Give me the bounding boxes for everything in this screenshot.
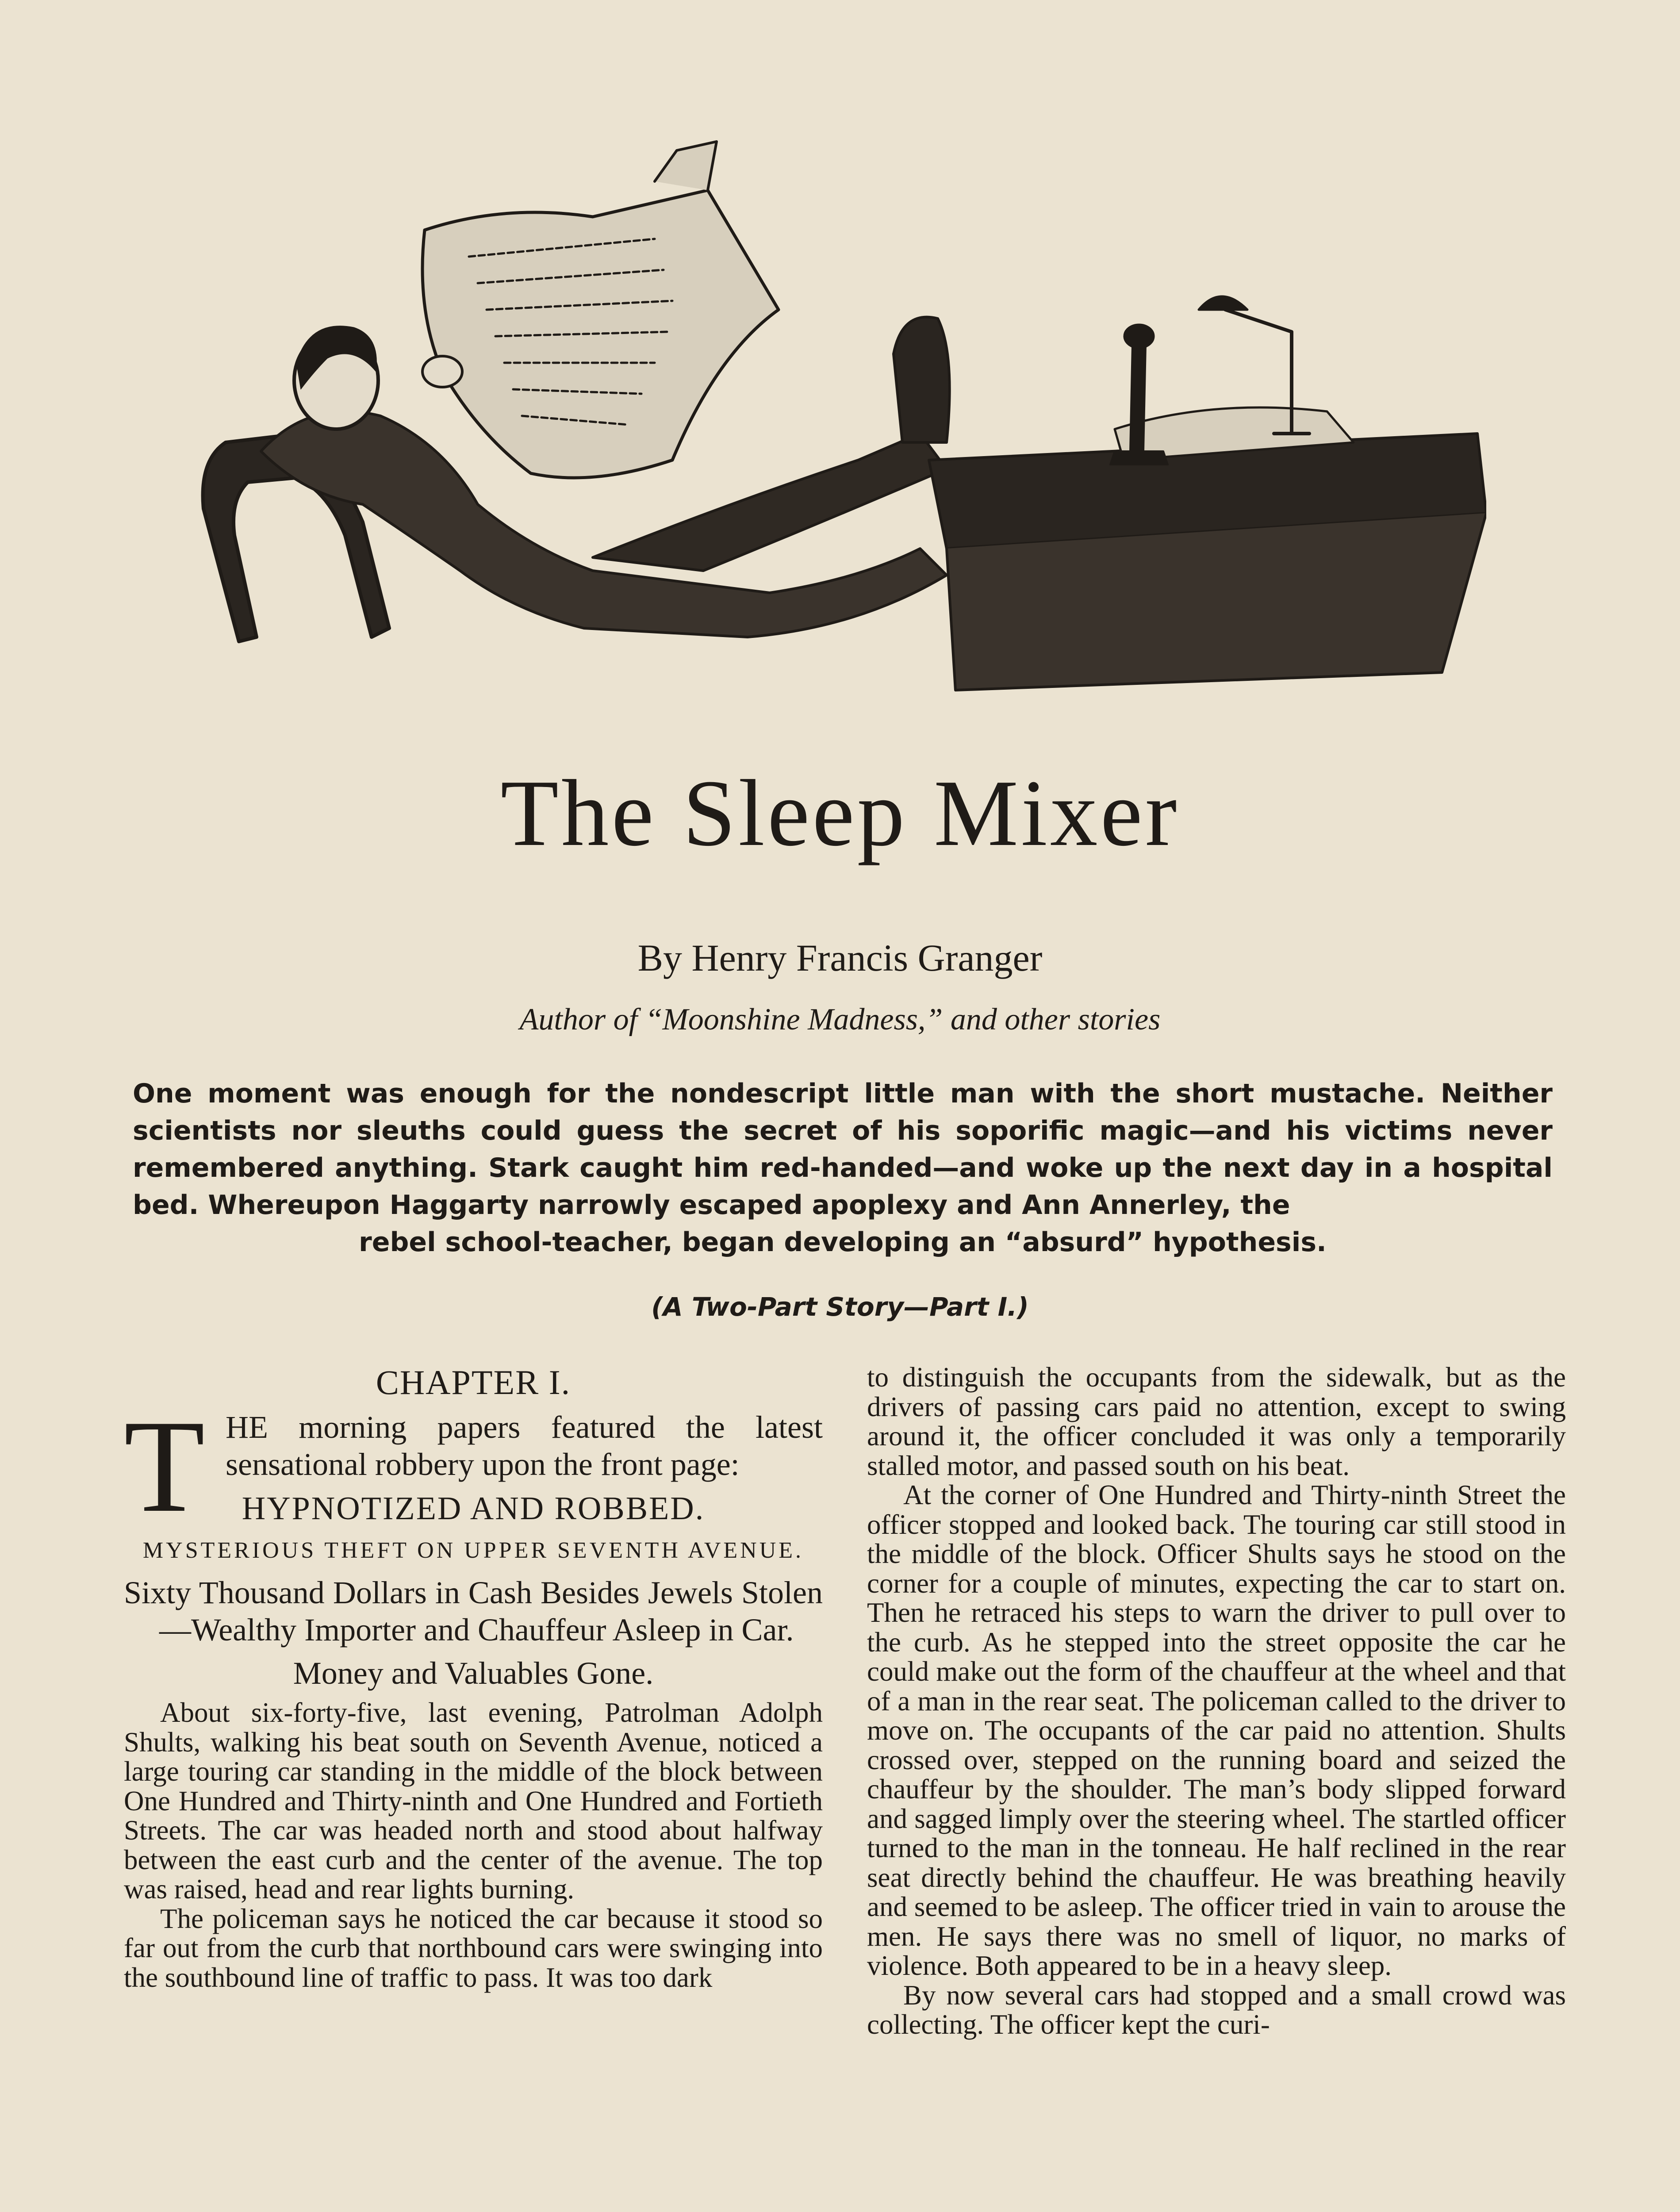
shoes <box>894 317 950 442</box>
story-blurb <box>133 1075 1553 1261</box>
story-title: The Sleep Mixer <box>500 760 1180 866</box>
newspaper-deck: Sixty Thousand Dollars in Cash Besides Jewels Stolen—Wealthy Importer and Chauffeur Asleep in Car. <box>124 1575 823 1647</box>
header-illustration <box>195 124 1486 712</box>
newspaper-subhead: MYSTERIOUS THEFT ON UPPER SEVENTH AVENUE. <box>142 1538 804 1563</box>
left-column <box>124 1363 823 1992</box>
blurb-last-line: rebel school-teacher, began developing an “absurd” hypothesis. <box>359 1227 1327 1258</box>
body-paragraph: The policeman says he noticed the car because it stood so far out from the curb that northbound cars were swinging into the southbound line of traffic to pass. It was too dark <box>124 1903 823 1993</box>
serial-note: (A Two-Part Story—Part I.) <box>651 1292 1029 1322</box>
newspaper-headline: HYPNOTIZED AND ROBBED. <box>242 1490 705 1527</box>
body-paragraph: By now several cars had stopped and a small crowd was collecting. The officer kept the curi- <box>867 1979 1566 2040</box>
author-credits: Author of “Moonshine Madness,” and other stories <box>519 1002 1161 1037</box>
body-paragraph: to distinguish the occupants from the sidewalk, but as the drivers of passing cars paid no attention, except to swing around it, the officer concluded it was only a temporarily stalled motor, and passed south on his beat. <box>867 1362 1566 1481</box>
right-column <box>867 1363 1566 2039</box>
chapter-heading: CHAPTER I. <box>376 1363 571 1402</box>
opening-text: HE morning papers featured the latest sensational robbery upon the front page: <box>226 1409 823 1482</box>
newspaper-deck-2: Money and Valuables Gone. <box>293 1655 654 1691</box>
drop-cap: T <box>124 1393 205 1540</box>
desk-lamp <box>1199 296 1247 310</box>
body-paragraph: At the corner of One Hundred and Thirty-ninth Street the officer stopped and looked back. The touring car still stood in the middle of the block. Officer Shults says he stood on the corner for a couple of minutes, expecting the car to start on. Then he retraced his steps to warn the driver to pull over to the curb. As he stepped into the street opposite the car he could make out the form of the chauffeur at the wheel and that of a man in the rear seat. The policeman called to the driver to move on. The occupants of the car paid no attention. Shults crossed over, stepped on the running board and seized the chauffeur by the shoulder. The man’s body slipped forward and sagged limply over the steering wheel. The startled officer turned to the man in the tonneau. He half reclined in the rear seat directly behind the chauffeur. He was breathing heavily and seemed to be asleep. The officer tried in vain to arouse the men. He says there was no smell of liquor, no marks of violence. Both appeared to be in a heavy sleep. <box>867 1479 1566 1981</box>
body-paragraph: About six-forty-five, last evening, Patrolman Adolph Shults, walking his beat south on Seventh Avenue, noticed a large touring car standing in the middle of the block between One Hundred and Thirty-ninth and One Hundred and Fortieth Streets. The car was headed north and stood about halfway between the east curb and the center of the avenue. The top was raised, head and rear lights burning. <box>124 1697 823 1905</box>
byline: By Henry Francis Granger <box>637 937 1043 979</box>
newspaper <box>422 190 779 478</box>
blurb-main: One moment was enough for the nondescript little man with the short mustache. Neither scientists nor sleuths could guess the secret of his soporific magic—and his victims never remembered anything. Stark caught him red-handed—and woke up the next day in a hospital bed. Whereupon Haggarty narrowly escaped apoplexy and Ann Annerley, the <box>133 1078 1553 1221</box>
